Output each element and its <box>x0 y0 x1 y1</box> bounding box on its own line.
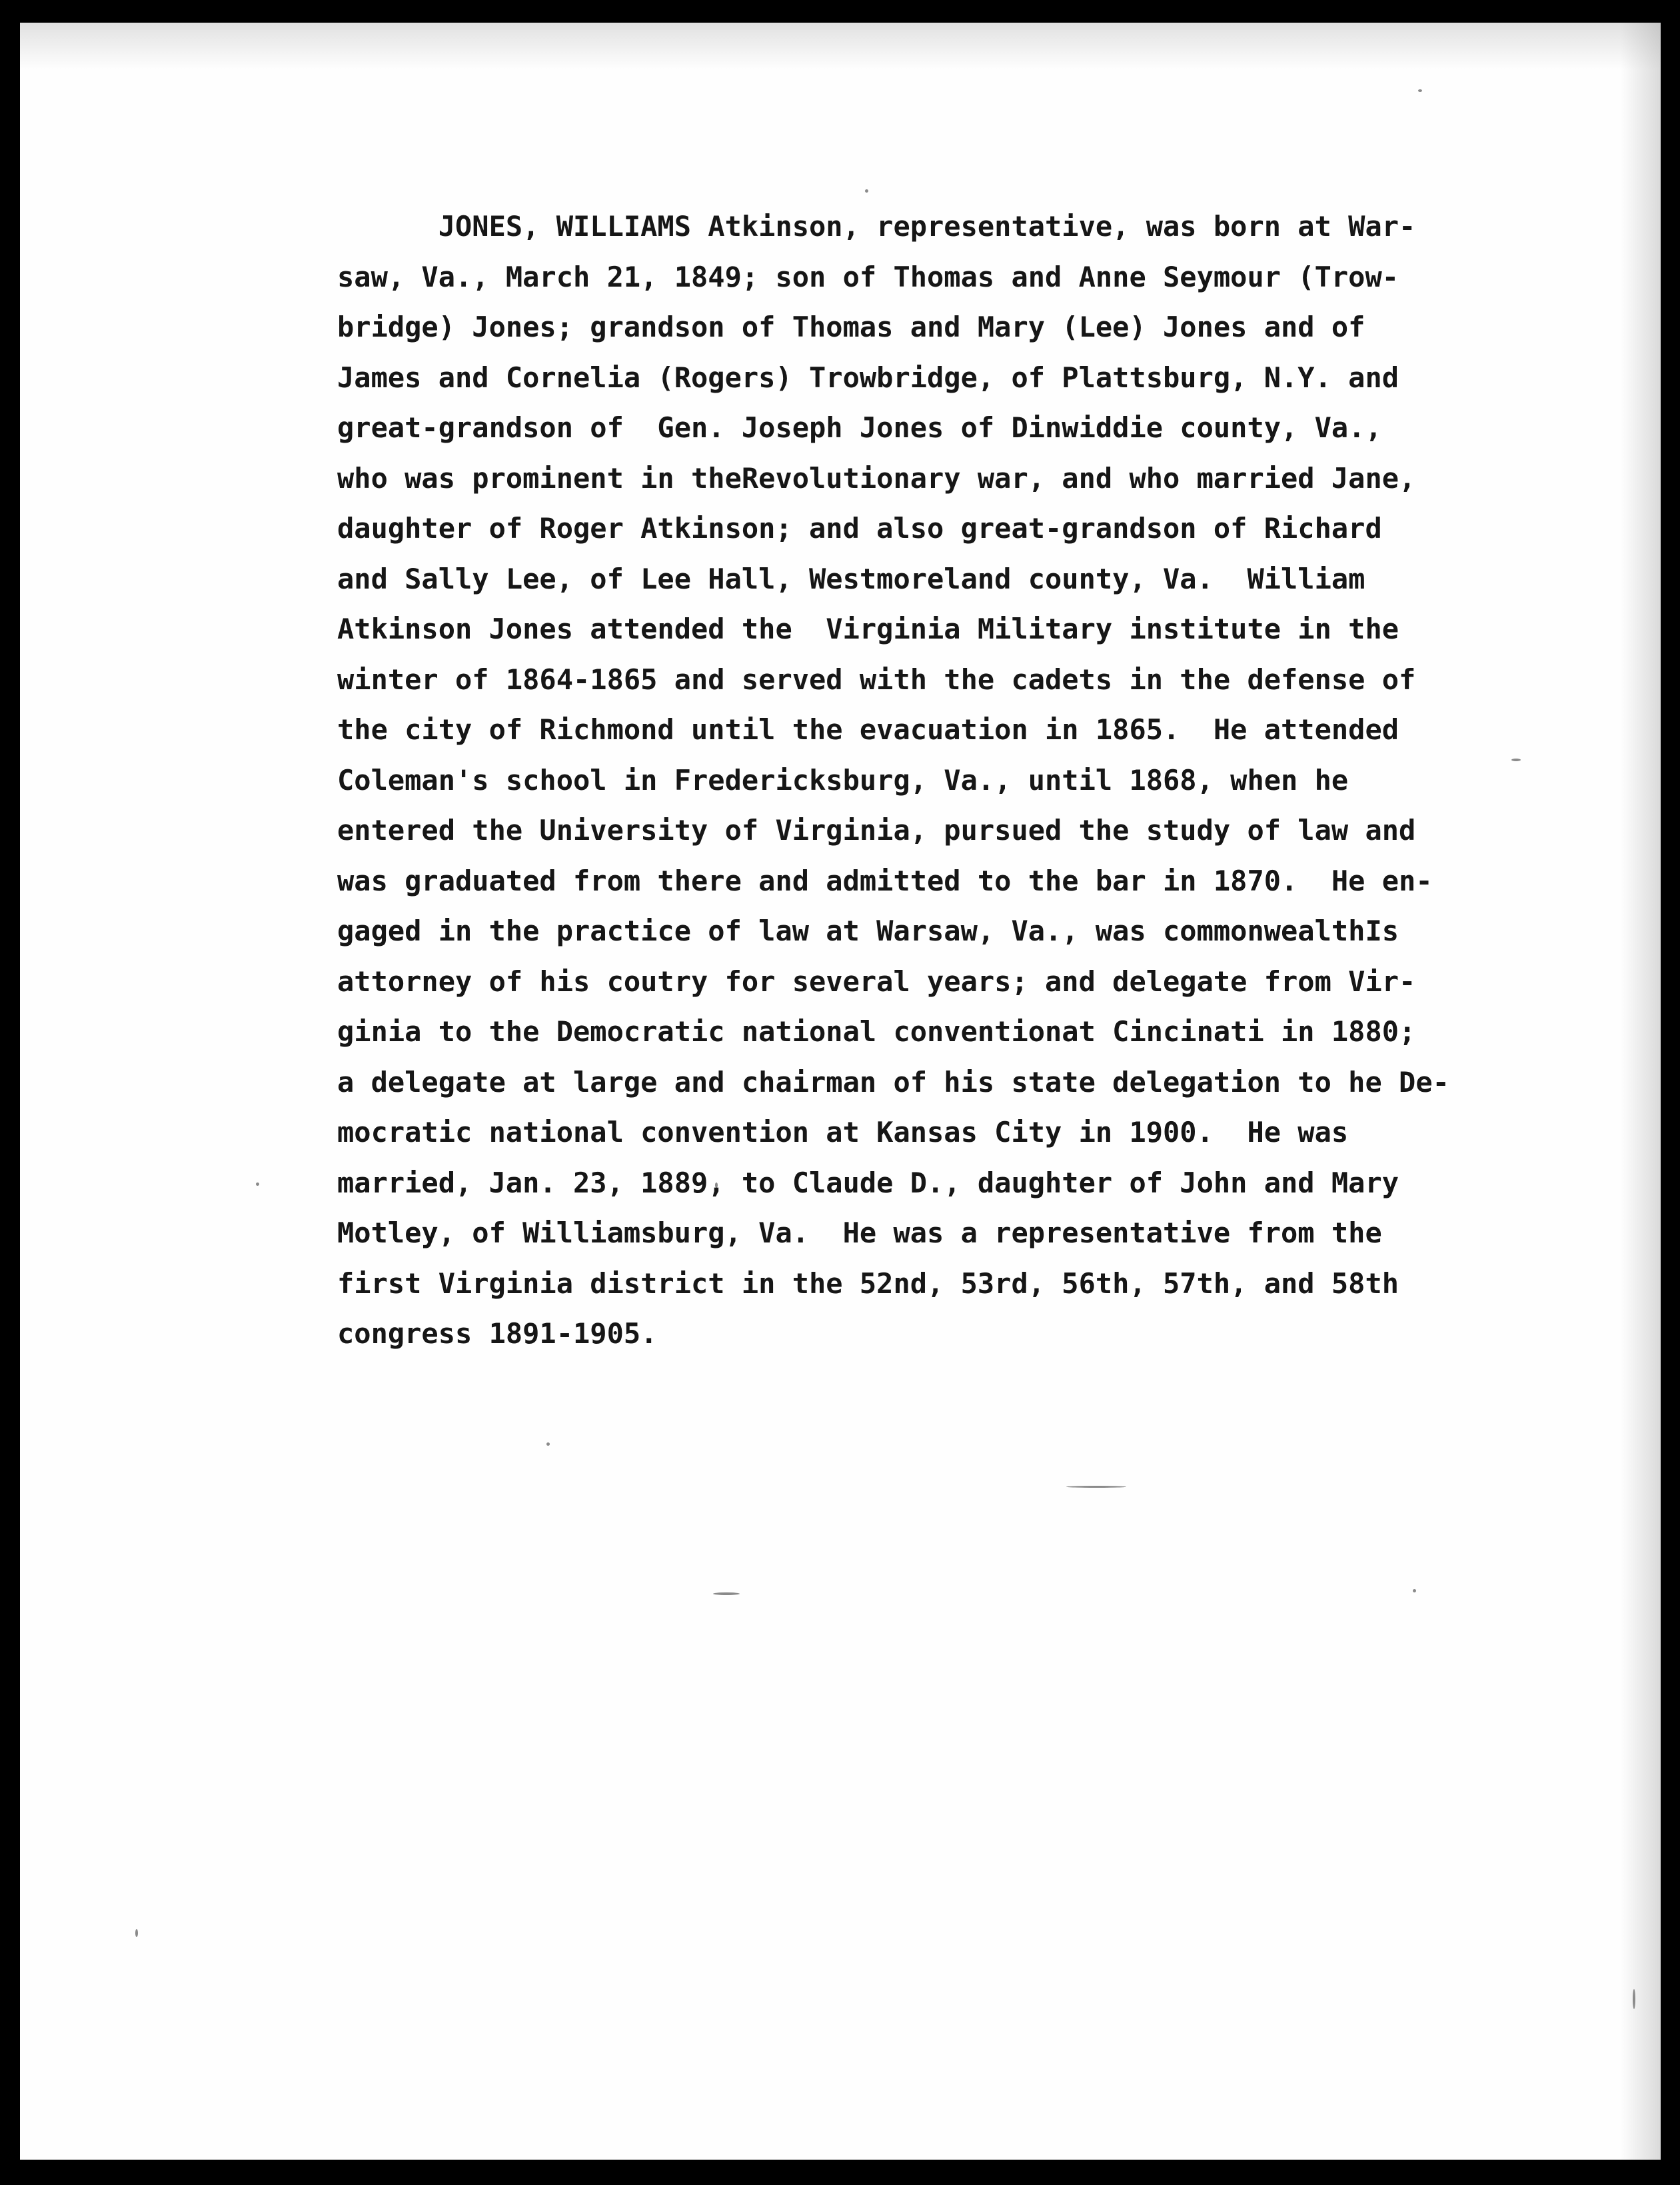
text-line-8: and Sally Lee, of Lee Hall, Westmoreland county, Va. William <box>337 562 1365 595</box>
text-line-7: daughter of Roger Atkinson; and also great-grandson of Richard <box>337 512 1382 545</box>
text-line-13: entered the University of Virginia, pursued the study of law and <box>337 814 1416 847</box>
text-line-23: congress 1891-1905. <box>337 1317 658 1350</box>
text-line-17: ginia to the Democratic national conventionat Cincinati in 1880; <box>337 1015 1416 1048</box>
dust-speck <box>1413 1589 1416 1592</box>
text-line-10: winter of 1864-1865 and served with the cadets in the defense of <box>337 663 1416 696</box>
text-line-20: married, Jan. 23, 1889, to Claude D., daughter of John and Mary <box>337 1166 1399 1199</box>
text-line-3: bridge) Jones; grandson of Thomas and Mary (Lee) Jones and of <box>337 311 1365 343</box>
dust-speck <box>256 1182 259 1186</box>
scan-shadow-right <box>1621 23 1661 2160</box>
dust-speck <box>1633 1989 1635 2009</box>
text-line-14: was graduated from there and admitted to the bar in 1870. He en- <box>337 864 1433 897</box>
typewritten-page <box>20 23 1661 2160</box>
text-line-1: JONES, WILLIAMS Atkinson, representative, was born at War- <box>337 210 1416 243</box>
text-line-19: mocratic national convention at Kansas City in 1900. He was <box>337 1116 1349 1148</box>
text-line-21: Motley, of Williamsburg, Va. He was a representative from the <box>337 1216 1382 1249</box>
scan-shadow-top <box>20 23 1661 69</box>
biography-paragraph <box>337 201 1497 1359</box>
dust-speck <box>1418 89 1422 92</box>
text-line-22: first Virginia district in the 52nd, 53rd, 56th, 57th, and 58th <box>337 1266 1399 1300</box>
dust-speck <box>865 189 868 193</box>
text-line-18: a delegate at large and chairman of his state delegation to he De- <box>337 1065 1449 1098</box>
text-line-6: who was prominent in theRevolutionary war, and who married Jane, <box>337 461 1416 495</box>
text-line-15: gaged in the practice of law at Warsaw, Va., was commonwealthIs <box>337 915 1399 947</box>
text-line-16: attorney of his coutry for several years; and delegate from Vir- <box>337 965 1416 998</box>
text-line-5: great-grandson of Gen. Joseph Jones of Dinwiddie county, Va., <box>337 411 1382 444</box>
dust-speck <box>1066 1486 1126 1488</box>
text-line-11: the city of Richmond until the evacuation in 1865. He attended <box>337 713 1399 746</box>
dust-speck <box>713 1592 740 1595</box>
text-line-4: James and Cornelia (Rogers) Trowbridge, of Plattsburg, N.Y. and <box>337 361 1399 394</box>
dust-speck <box>1511 759 1521 761</box>
text-line-12: Coleman's school in Fredericksburg, Va., until 1868, when he <box>337 763 1349 797</box>
text-line-2: saw, Va., March 21, 1849; son of Thomas and Anne Seymour (Trow- <box>337 260 1399 293</box>
dust-speck <box>546 1442 550 1446</box>
dust-speck <box>135 1929 138 1937</box>
text-line-9: Atkinson Jones attended the Virginia Military institute in the <box>337 613 1399 645</box>
